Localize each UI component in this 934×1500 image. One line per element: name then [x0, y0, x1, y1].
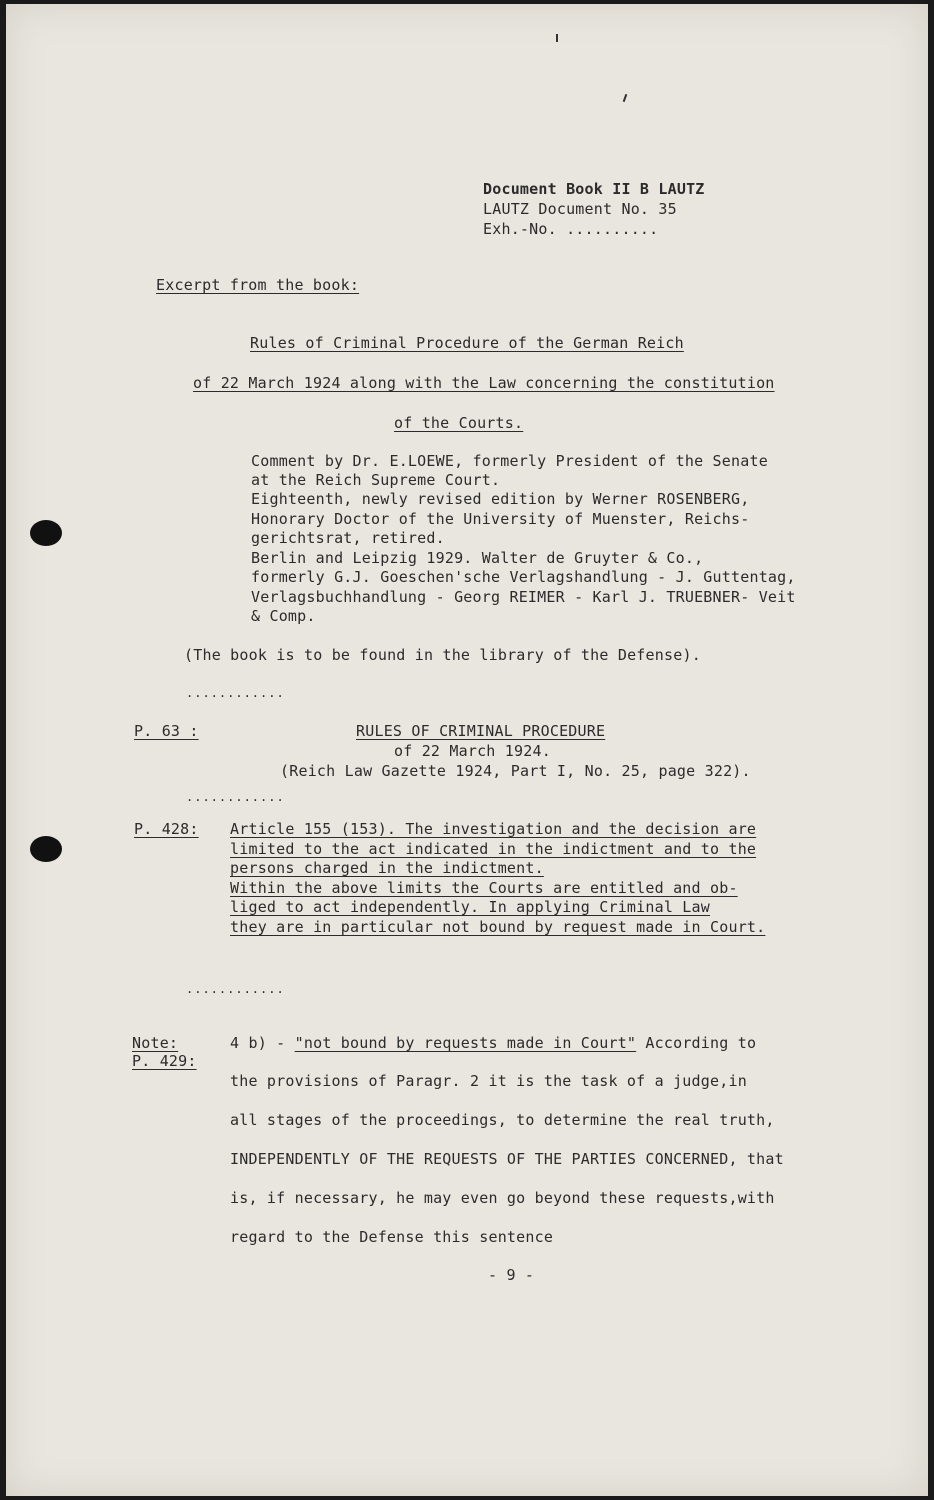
- section-date: of 22 March 1924.: [394, 742, 551, 760]
- header-line-1: Document Book II B LAUTZ: [483, 180, 705, 198]
- note-quote: "not bound by requests made in Court": [294, 1034, 637, 1052]
- article-line: limited to the act indicated in the indictment and to the: [230, 840, 757, 858]
- comment-line: Honorary Doctor of the University of Muenster, Reichs-: [251, 510, 750, 528]
- article-line: they are in particular not bound by request made in Court.: [230, 918, 766, 936]
- section-heading: RULES OF CRIMINAL PROCEDURE: [356, 722, 606, 740]
- excerpt-label: Excerpt from the book:: [156, 276, 360, 294]
- article-line: Article 155 (153). The investigation and the decision are: [230, 820, 757, 838]
- scan-mark: [623, 94, 628, 102]
- scan-mark: [556, 34, 558, 42]
- document-page: [6, 4, 928, 1496]
- note-line-1: [230, 1034, 756, 1054]
- page-number: - 9 -: [488, 1266, 535, 1284]
- title-line-2: of 22 March 1924 along with the Law concerning the constitution: [193, 374, 775, 392]
- note-line: INDEPENDENTLY OF THE REQUESTS OF THE PARTIES CONCERNED, that: [230, 1150, 784, 1168]
- comment-line: Verlagsbuchhandlung - Georg REIMER - Karl J. TRUEBNER- Veit: [251, 588, 796, 606]
- note-line: all stages of the proceedings, to determine the real truth,: [230, 1111, 775, 1129]
- title-line-1: Rules of Criminal Procedure of the German Reich: [250, 334, 684, 352]
- gazette-ref: (Reich Law Gazette 1924, Part I, No. 25, page 322).: [280, 762, 751, 780]
- punch-hole: [30, 836, 62, 862]
- header-line-2: LAUTZ Document No. 35: [483, 200, 677, 218]
- article-line: Within the above limits the Courts are entitled and ob-: [230, 879, 738, 897]
- note-suffix: According to: [636, 1034, 757, 1052]
- comment-line: & Comp.: [251, 607, 316, 625]
- article-line: persons charged in the indictment.: [230, 859, 544, 877]
- comment-line: Eighteenth, newly revised edition by Werner ROSENBERG,: [251, 490, 750, 508]
- page-ref-429: P. 429:: [132, 1052, 197, 1070]
- page-ref-428: P. 428:: [134, 820, 199, 838]
- note-line: is, if necessary, he may even go beyond these requests,with: [230, 1189, 775, 1207]
- library-note: (The book is to be found in the library of the Defense).: [184, 646, 701, 664]
- comment-line: at the Reich Supreme Court.: [251, 471, 501, 489]
- note-line: regard to the Defense this sentence: [230, 1228, 554, 1246]
- separator-dots: ............: [186, 790, 285, 804]
- comment-line: Comment by Dr. E.LOEWE, formerly President of the Senate: [251, 452, 768, 470]
- title-line-3: of the Courts.: [394, 414, 524, 432]
- separator-dots: ............: [186, 686, 285, 700]
- note-label: Note:: [132, 1034, 179, 1052]
- article-line: liged to act independently. In applying Criminal Law: [230, 898, 710, 916]
- comment-line: formerly G.J. Goeschen'sche Verlagshandlung - J. Guttentag,: [251, 568, 796, 586]
- punch-hole: [30, 520, 62, 546]
- comment-line: gerichtsrat, retired.: [251, 529, 445, 547]
- note-prefix: 4 b) -: [230, 1034, 295, 1052]
- header-line-3: Exh.-No. ..........: [483, 220, 659, 238]
- comment-line: Berlin and Leipzig 1929. Walter de Gruyter & Co.,: [251, 549, 704, 567]
- separator-dots: ............: [186, 982, 285, 996]
- note-line: the provisions of Paragr. 2 it is the task of a judge,in: [230, 1072, 747, 1090]
- page-ref-63: P. 63 :: [134, 722, 199, 740]
